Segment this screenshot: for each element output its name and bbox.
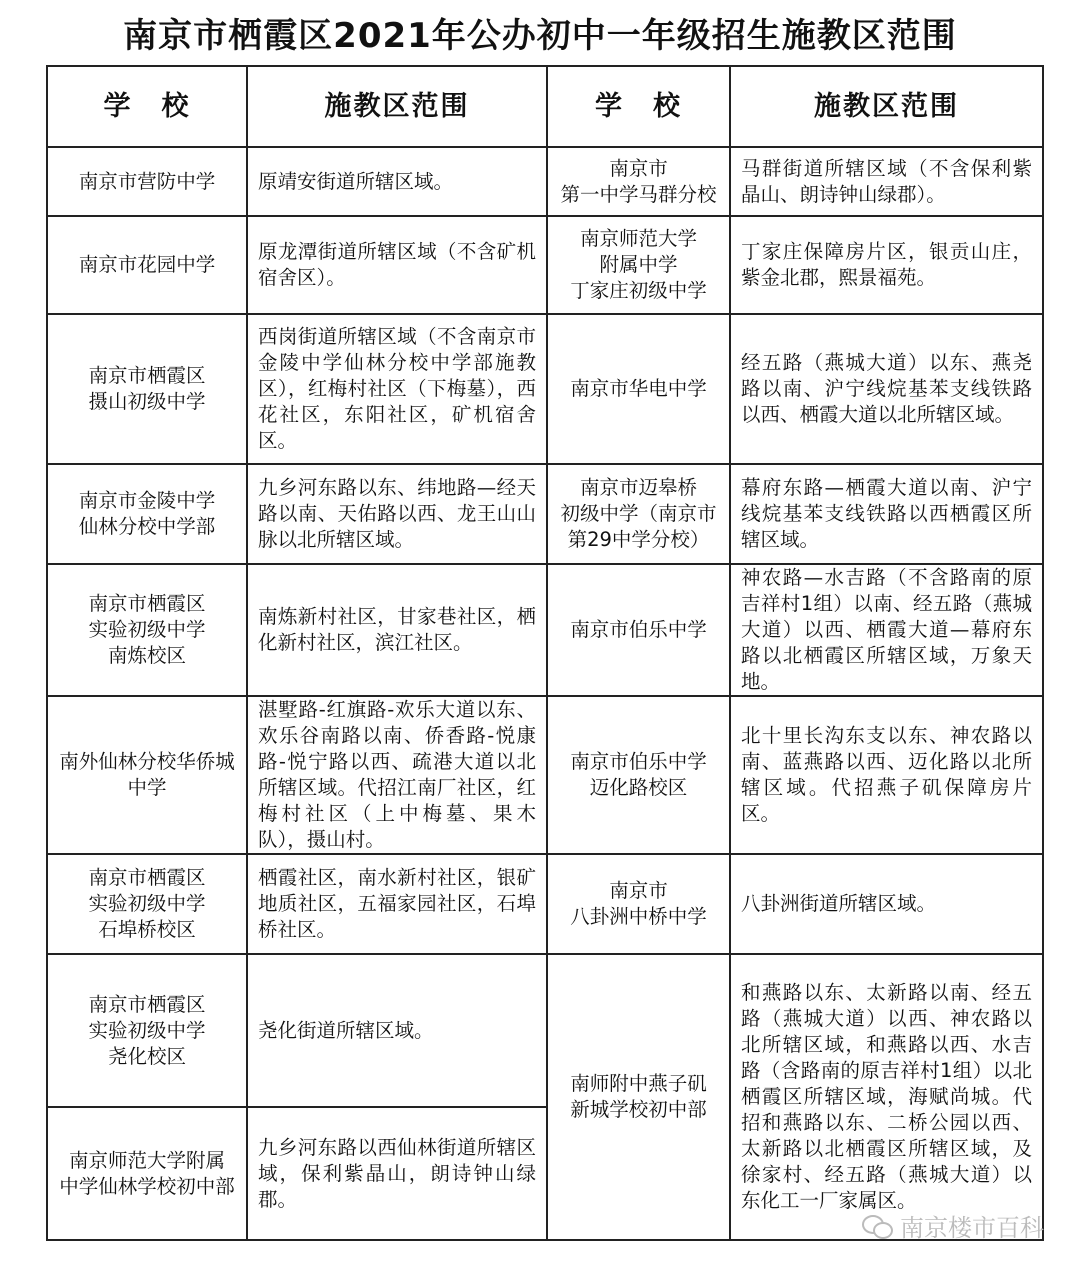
watermark-text: 南京楼市百科: [900, 1214, 1044, 1242]
school-name: 第一中学马群分校: [560, 182, 717, 206]
range-cell: 西岗街道所辖区域（不含南京市金陵中学仙林分校中学部施教区），红梅村社区（下梅墓），西花社区，东阳社区，矿机宿舍区。: [247, 314, 547, 464]
school-cell: [47, 854, 247, 954]
school-name: 南京市栖霞区: [88, 592, 206, 615]
range-cell: 经五路（燕城大道）以东、燕尧路以南、沪宁线烷基苯支线铁路以西、栖霞大道以北所辖区域。: [730, 314, 1043, 464]
range-cell: 栖霞社区，南水新村社区，银矿地质社区，五福家园社区，石埠桥社区。: [247, 854, 547, 954]
school-name: 实验初级中学: [88, 892, 206, 915]
school-name: 第29中学分校）: [567, 528, 710, 551]
table-row: [47, 216, 1043, 314]
enrollment-table: [46, 65, 1044, 1241]
header-school-right: 学 校: [547, 66, 730, 147]
school-cell: [547, 314, 730, 464]
school-name: 附属中学: [599, 253, 678, 276]
range-cell: 尧化街道所辖区域。: [247, 954, 547, 1107]
school-name: 摄山初级中学: [88, 390, 206, 413]
header-range-right: 施教区范围: [730, 66, 1043, 147]
school-cell: [47, 147, 247, 216]
school-name: 南炼校区: [107, 644, 186, 667]
school-name: 仙林分校中学部: [78, 515, 216, 538]
school-cell: [547, 216, 730, 314]
school-cell: [47, 216, 247, 314]
table-row: [47, 954, 1043, 1107]
school-name: 南京市伯乐中学: [570, 618, 707, 641]
range-cell: 北十里长沟东支以东、神农路以南、蓝燕路以西、迈化路以北所辖区域。代招燕子矶保障房片区。: [730, 696, 1043, 854]
school-name: 中学: [127, 776, 167, 799]
school-name: 实验初级中学: [88, 1018, 206, 1042]
range-cell: 丁家庄保障房片区，银贡山庄，紫金北郡，熙景福苑。: [730, 216, 1043, 314]
school-name: 迈化路校区: [589, 776, 688, 799]
school-name: 丁家庄初级中学: [570, 279, 707, 302]
school-name: 南京市营防中学: [78, 169, 216, 193]
school-name: 南外仙林分校华侨城: [59, 750, 235, 773]
range-cell: 原龙潭街道所辖区域（不含矿机宿舍区）。: [247, 216, 547, 314]
header-range-left: 施教区范围: [247, 66, 547, 147]
range-cell: 九乡河东路以西仙林街道所辖区域，保利紫晶山，朗诗钟山绿郡。: [247, 1107, 547, 1240]
wechat-icon: [862, 1213, 894, 1239]
school-name: 南京市花园中学: [78, 253, 216, 276]
school-name: 南京市栖霞区: [88, 866, 206, 889]
school-name: 南京市: [609, 879, 668, 902]
school-cell: [547, 696, 730, 854]
school-name: 南京市金陵中学: [78, 489, 216, 512]
range-cell: 原靖安街道所辖区域。: [247, 147, 547, 216]
school-name: 南京市栖霞区: [88, 992, 206, 1016]
school-cell: [547, 147, 730, 216]
document-title: 南京市栖霞区2021年公办初中一年级招生施教区范围: [123, 16, 957, 56]
school-cell: [547, 954, 730, 1240]
school-name: 南京市华电中学: [570, 377, 707, 400]
table-header-row: [47, 66, 1043, 147]
school-name: 中学仙林学校初中部: [59, 1174, 235, 1198]
table-row: [47, 854, 1043, 954]
school-name: 南京市伯乐中学: [570, 750, 707, 773]
range-cell: 和燕路以东、太新路以南、经五路（燕城大道）以西、神农路以北所辖区域，和燕路以西、水吉路（含路南的原吉祥村1组）以北栖霞区所辖区域，海赋尚城。代招和燕路以东、二桥公园以西、太新路以北栖霞区所辖区域，及徐家村、经五路（燕城大道）以东化工一厂家属区。: [730, 954, 1043, 1240]
header-school-left: 学 校: [47, 66, 247, 147]
school-cell: [47, 1107, 247, 1240]
table-row: [47, 314, 1043, 464]
school-name: 八卦洲中桥中学: [570, 905, 707, 928]
watermark: [862, 1208, 1044, 1243]
range-cell: 南炼新村社区，甘家巷社区，栖化新村社区，滨江社区。: [247, 564, 547, 696]
table-row: [47, 147, 1043, 216]
range-cell: 神农路—水吉路（不含路南的原吉祥村1组）以南、经五路（燕城大道）以西、栖霞大道—幕府东路以北栖霞区所辖区域，万象天地。: [730, 564, 1043, 696]
range-cell: 八卦洲街道所辖区域。: [730, 854, 1043, 954]
table-row: [47, 696, 1043, 854]
range-cell: 九乡河东路以东、纬地路—经天路以南、天佑路以西、龙王山山脉以北所辖区域。: [247, 464, 547, 564]
range-cell: 马群街道所辖区域（不含保利紫晶山、朗诗钟山绿郡）。: [730, 147, 1043, 216]
school-name: 南京市: [609, 156, 668, 180]
school-name: 南京师范大学: [579, 227, 697, 250]
range-cell: 幕府东路—栖霞大道以南、沪宁线烷基苯支线铁路以西栖霞区所辖区域。: [730, 464, 1043, 564]
school-name: 南京市迈皋桥: [579, 476, 697, 499]
school-name: 初级中学（南京市: [560, 502, 717, 525]
range-cell: 湛墅路-红旗路-欢乐大道以东、欢乐谷南路以南、侨香路-悦康路-悦宁路以西、疏港大道以北所辖区域。代招江南厂社区，红梅村社区（上中梅墓、果木队），摄山村。: [247, 696, 547, 854]
school-cell: [47, 314, 247, 464]
table-row: [47, 564, 1043, 696]
school-cell: [547, 464, 730, 564]
school-name: 石埠桥校区: [98, 918, 196, 941]
school-cell: [47, 564, 247, 696]
school-name: 新城学校初中部: [570, 1098, 707, 1121]
school-name: 南京市栖霞区: [88, 364, 206, 387]
school-cell: [47, 696, 247, 854]
school-cell: [47, 954, 247, 1107]
school-cell: [547, 564, 730, 696]
school-name: 南京师范大学附属: [68, 1148, 225, 1172]
school-name: 实验初级中学: [88, 618, 206, 641]
school-cell: [47, 464, 247, 564]
school-name: 南师附中燕子矶: [570, 1072, 707, 1095]
table-row: [47, 464, 1043, 564]
school-cell: [547, 854, 730, 954]
school-name: 尧化校区: [107, 1044, 186, 1068]
